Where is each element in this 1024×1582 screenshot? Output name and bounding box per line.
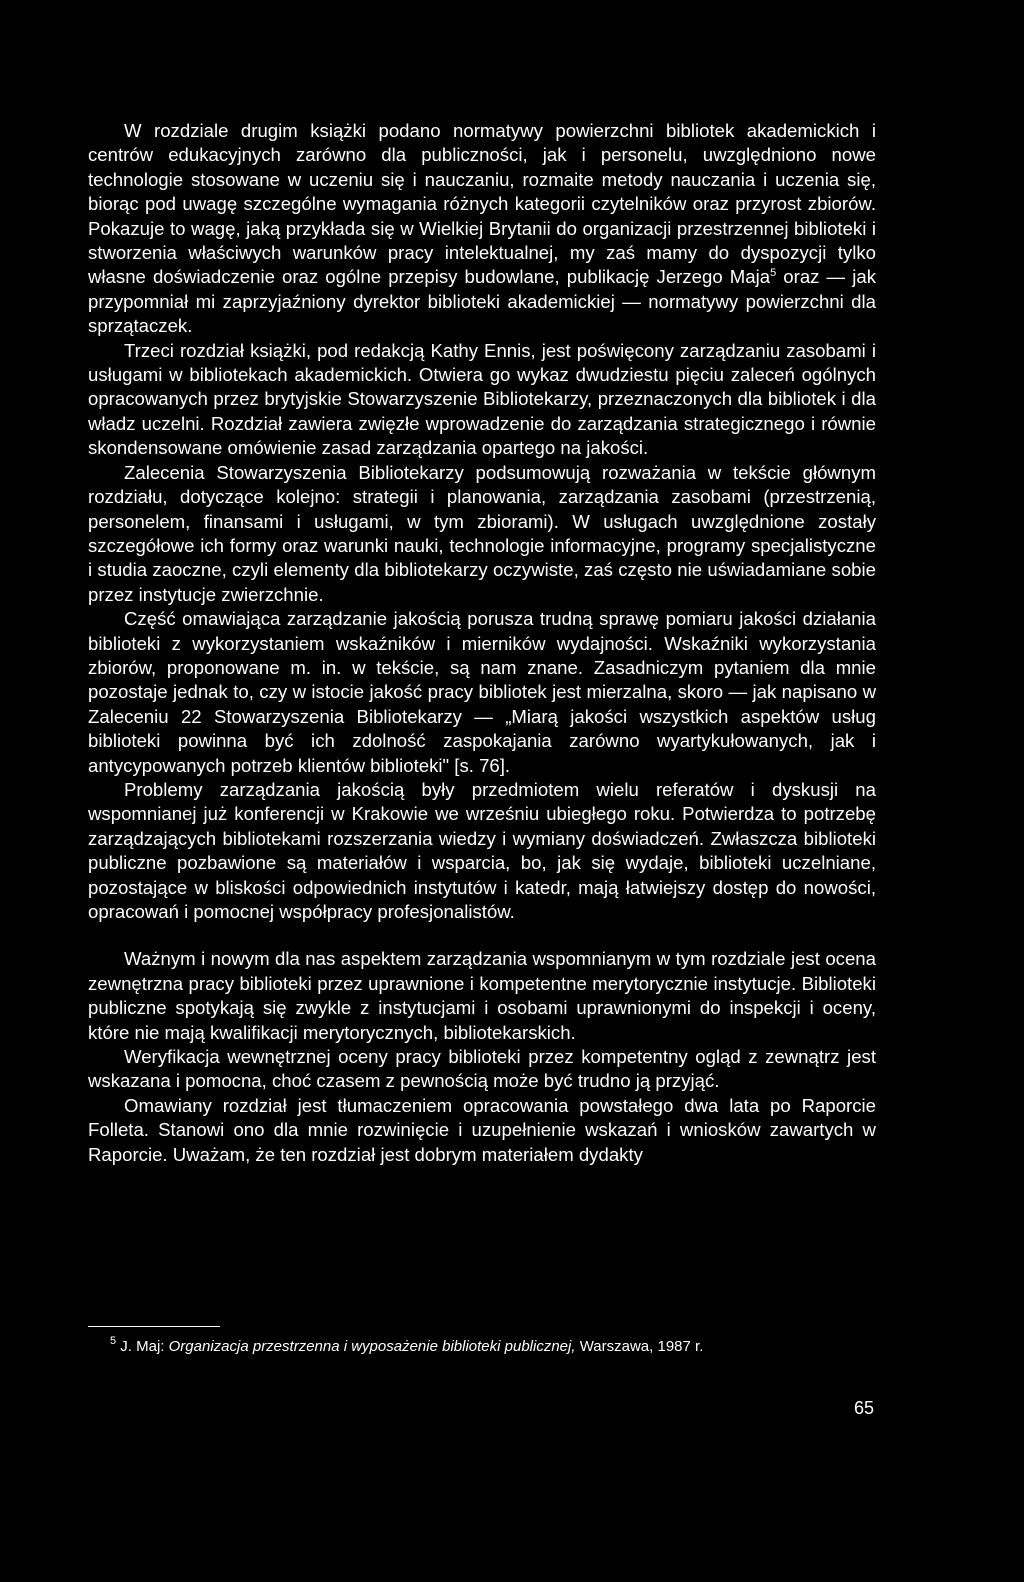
footnote-title: Organizacja przestrzenna i wyposażenie biblioteki publicznej, <box>168 1338 576 1355</box>
footnote-reference[interactable]: 5 <box>770 267 777 280</box>
paragraph-6: Ważnym i nowym dla nas aspektem zarządzania wspomnianym w tym rozdziale jest ocena zewnętrzna pracy biblioteki przez uprawnione i kompetentne merytorycznie instytucje. Biblioteki publiczne spotykają się zwykle z instytucjami i osobami uprawnionymi do inspekcji i oceny, które nie mają kwalifikacji merytorycznych, bibliotekarskich. <box>88 948 876 1043</box>
paragraph-1-continuation: oraz — jak przypomniał mi zaprzyjaźniony dyrektor biblioteki akademickiej — normatywy powierzchni dla sprzątaczek. <box>88 266 877 337</box>
paragraph-2: Trzeci rozdział książki, pod redakcją Kathy Ennis, jest poświęcony zarządzaniu zasobami i usługami w bibliotekach akademickich. Otwiera go wykaz dwudziestu pięciu zaleceń ogólnych opracowanych przez brytyjskie Stowarzyszenie Bibliotekarzy, przeznaczonych dla bibliotek i dla władz uczelni. Rozdział zawiera zwięzłe wprowadzenie do zarządzania strategicznego i równie skondensowane omówienie zasad zarządzania opartego na jakości. <box>88 339 876 459</box>
paragraph-1-text: W rozdziale drugim książki podano normatywy powierzchni bibliotek akademickich i centrów edukacyjnych zarówno dla publiczności, jak i personelu, uwzględniono nowe technologie stosowane w uczeniu się i nauczaniu, rozmaite metody nauczania i uczenia się, biorąc pod uwagę szczególne wymagania różnych kategorii czytelników oraz przyrost zbiorów. Pokazuje to wagę, jaką przykłada się w Wielkiej Brytanii do organizacji przestrzennej biblioteki i stworzenia właściwych warunków pracy intelektualnej, my zaś mamy do dyspozycji tylko własne doświadczenie oraz ogólne przepisy budowlane, publikację Jerzego Maja <box>88 120 876 288</box>
paragraph-1 <box>88 119 876 339</box>
paragraph-3: Zalecenia Stowarzyszenia Bibliotekarzy podsumowują rozważania w tekście głównym rozdziału, dotyczące kolejno: strategii i planowania, zarządzania zasobami (przestrzenią, personelem, finansami i usługami, w tym zbiorami). W usługach uwzględnione zostały szczegółowe ich formy oraz warunki nauki, technologie informacyjne, programy specjalistyczne i studia zaoczne, czyli elementy dla bibliotekarzy oczywiste, zaś często nie uświadamiane sobie przez instytucje zwierzchnie. <box>88 461 876 605</box>
page-number: 65 <box>853 1398 874 1418</box>
footnote-number: 5 <box>110 1335 117 1347</box>
paragraph-4: Część omawiająca zarządzanie jakością porusza trudną sprawę pomiaru jakości działania biblioteki z wykorzystaniem wskaźników i mierników wydajności. Wskaźniki wykorzystania zbiorów, proponowane m. in. w tekście, są nam znane. Zasadniczym pytaniem dla mnie pozostaje jednak to, czy w istocie jakość pracy bibliotek jest mierzalna, skoro — jak napisano w Zaleceniu 22 Stowarzyszenia Bibliotekarzy — „Miarą jakości wszystkich aspektów usług biblioteki powinna być ich zdolność zaspokajania zarówno wyartykułowanych, jak i antycypowanych potrzeb klientów biblioteki" [s. 76]. <box>88 608 876 776</box>
footnote-author: J. Maj: <box>116 1338 169 1355</box>
footnote <box>110 1335 870 1356</box>
footnote-divider <box>88 1326 220 1327</box>
paragraph-7: Weryfikacja wewnętrznej oceny pracy biblioteki przez kompetentny ogląd z zewnątrz jest wskazana i pomocna, choć czasem z pewnością może być trudno ją przyjąć. <box>88 1046 876 1092</box>
paragraph-8: Omawiany rozdział jest tłumaczeniem opracowania powstałego dwa lata po Raporcie Folleta. Stanowi ono dla mnie rozwinięcie i uzupełnienie wskazań i wniosków zawartych w Raporcie. Uważam, że ten rozdział jest dobrym materiałem dydakty <box>88 1094 876 1165</box>
paragraph-5: Problemy zarządzania jakością były przedmiotem wielu referatów i dyskusji na wspomnianej już konferencji w Krakowie we wrześniu ubiegłego roku. Potwierdza to potrzebę zarządzających bibliotekami rozszerzania wiedzy i wymiany doświadczeń. Zwłaszcza biblioteki publiczne pozbawione są materiałów i wsparcia, bo, jak się wydaje, biblioteki uczelniane, pozostające w bliskości odpowiednich instytutów i katedr, mają łatwiejszy dostęp do nowości, opracowań i pomocnej współpracy profesjonalistów. <box>88 778 876 922</box>
section-gap <box>88 924 876 947</box>
page-body <box>88 119 876 1167</box>
footnote-publication: Warszawa, 1987 r. <box>575 1338 704 1355</box>
